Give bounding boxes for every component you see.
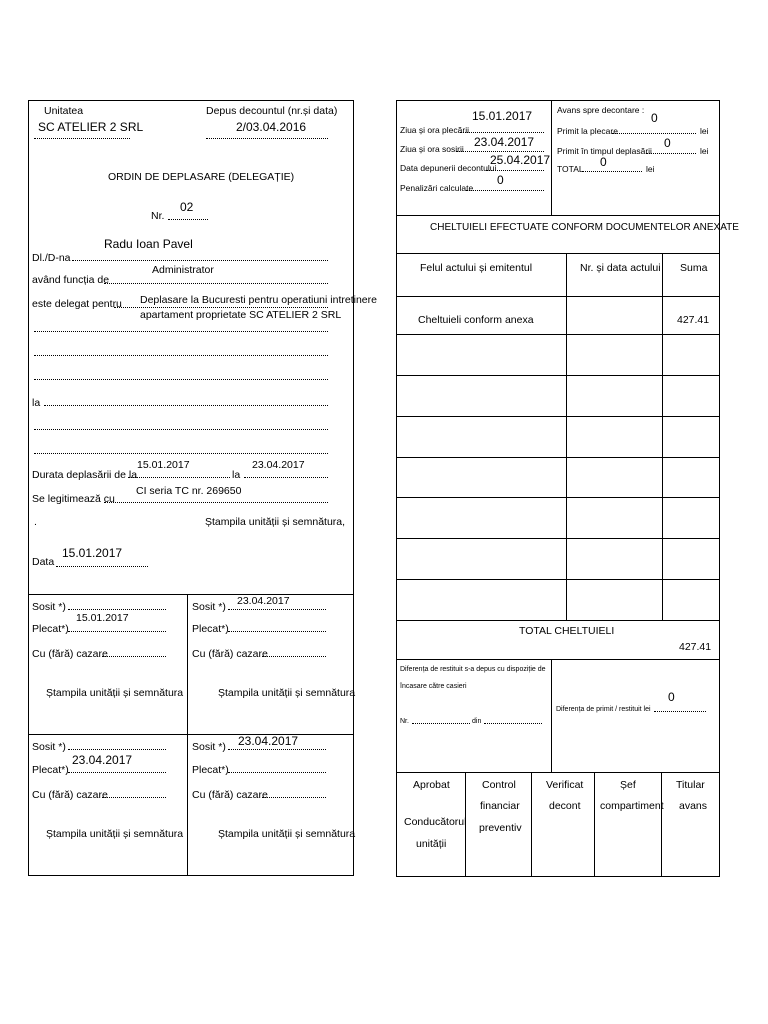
delegat-value-line1: Deplasare la Bucuresti pentru operatiuni intretinere — [140, 294, 377, 306]
verificat-line2: decont — [549, 800, 581, 812]
primit-plecare-label: Primit la plecare — [557, 126, 618, 136]
data-value: 15.01.2017 — [62, 546, 123, 560]
verificat-line1: Verificat — [546, 779, 584, 791]
dot-mark: . — [34, 516, 37, 528]
depunerii-label: Data depunerii decontului — [400, 163, 497, 173]
depus-label: Depus decountul (nr.și data) — [206, 105, 338, 117]
sosirii-label: Ziua și ora sosirii — [400, 144, 464, 154]
box2-sosit-value: 23.04.2017 — [237, 595, 290, 607]
form-title: ORDIN DE DEPLASARE (DELEGAȚIE) — [108, 171, 295, 183]
box3-plecat-value: 23.04.2017 — [72, 753, 133, 767]
depunerii-value: 25.04.2017 — [490, 153, 551, 167]
col-suma-header: Suma — [680, 262, 708, 274]
depus-value: 2/03.04.2016 — [236, 120, 307, 134]
box3-stampila: Ștampila unității și semnătura — [46, 828, 184, 840]
primit-timpul-value: 0 — [664, 136, 671, 150]
box2-sosit-label: Sosit *) — [192, 601, 226, 613]
conducatorul-line1: Conducătorul — [404, 816, 467, 828]
control-line2: financiar — [480, 800, 520, 812]
nr-label: Nr. — [151, 210, 165, 222]
legitimeaza-label: Se legitimează cu — [32, 493, 115, 505]
functia-label: având funcția de — [32, 274, 110, 286]
box3-cazare-label: Cu (fără) cazare — [32, 789, 108, 801]
aprobat-label: Aprobat — [413, 779, 450, 791]
box1-plecat-label: Plecat*) — [32, 623, 69, 635]
unitatea-label: Unitatea — [44, 105, 84, 117]
box4-stampila: Ștampila unității și semnătura — [218, 828, 356, 840]
row1-suma: 427.41 — [677, 314, 710, 326]
diferenta-nr-label: Nr. — [400, 718, 409, 725]
unitatea-value: SC ATELIER 2 SRL — [38, 120, 144, 134]
box1-stampila: Ștampila unității și semnătura — [46, 687, 184, 699]
total-cheltuieli-value: 427.41 — [679, 641, 712, 653]
stampila-label: Ștampila unității și semnătura, — [205, 516, 346, 528]
diferenta-primit-label: Diferența de primit / restituit lei — [556, 706, 651, 713]
total-avans-value: 0 — [600, 155, 607, 169]
durata-label: Durata deplasării de la — [32, 469, 138, 481]
primit-timpul-lei: lei — [700, 146, 709, 156]
control-line3: preventiv — [479, 822, 522, 834]
box1-plecat-value: 15.01.2017 — [76, 612, 129, 624]
legitimeaza-value: CI seria TC nr. 269650 — [136, 485, 242, 497]
titular-line2: avans — [679, 800, 708, 812]
col-nr-header: Nr. și data actului — [580, 262, 661, 274]
la-label: la — [32, 397, 41, 409]
box4-cazare-label: Cu (fără) cazare — [192, 789, 268, 801]
box1-cazare-label: Cu (fără) cazare — [32, 648, 108, 660]
penalizari-value: 0 — [497, 173, 504, 187]
dl-value: Radu Ioan Pavel — [104, 237, 193, 251]
box2-plecat-label: Plecat*) — [192, 623, 229, 635]
penalizari-label: Penalizări calculate — [400, 183, 474, 193]
box2-stampila: Ștampila unității și semnătura — [218, 687, 356, 699]
total-avans-label: TOTAL — [557, 164, 584, 174]
plecarii-value: 15.01.2017 — [472, 109, 533, 123]
box4-plecat-label: Plecat*) — [192, 764, 229, 776]
total-cheltuieli-label: TOTAL CHELTUIELI — [519, 625, 615, 637]
total-avans-lei: lei — [646, 164, 655, 174]
cheltuieli-title: CHELTUIELI EFECTUATE CONFORM DOCUMENTELOR ANEXATE — [430, 222, 739, 233]
col-felul-header: Felul actului și emitentul — [420, 262, 533, 274]
diferenta-din-label: din — [472, 718, 482, 725]
box3-sosit-label: Sosit *) — [32, 741, 66, 753]
primit-plecare-lei: lei — [700, 126, 709, 136]
durata-from: 15.01.2017 — [137, 459, 190, 471]
durata-la: la — [232, 469, 241, 481]
box2-cazare-label: Cu (fără) cazare — [192, 648, 268, 660]
primit-timpul-label: Primit în timpul deplasării — [557, 146, 652, 156]
delegat-value-line2: apartament proprietate SC ATELIER 2 SRL — [140, 309, 342, 321]
sosirii-value: 23.04.2017 — [474, 135, 535, 149]
titular-line1: Titular — [676, 779, 705, 791]
functia-value: Administrator — [152, 264, 214, 276]
durata-to: 23.04.2017 — [252, 459, 305, 471]
data-label: Data — [32, 556, 55, 568]
diferenta-restituit-line2: încasare către casieri — [400, 683, 467, 690]
delegat-label: este delegat pentru — [32, 298, 122, 310]
primit-plecare-value: 0 — [651, 111, 658, 125]
dl-label: Dl./D-na — [32, 252, 71, 264]
sef-line2: compartiment — [600, 800, 664, 812]
conducatorul-line2: unității — [416, 838, 447, 850]
diferenta-primit-value: 0 — [668, 690, 675, 704]
avans-label: Avans spre decontare : — [557, 105, 645, 115]
plecarii-label: Ziua și ora plecării — [400, 125, 469, 135]
box4-sosit-value: 23.04.2017 — [238, 734, 299, 748]
control-line1: Control — [482, 779, 516, 791]
nr-value: 02 — [180, 200, 194, 214]
sef-line1: Șef — [620, 779, 636, 791]
expense-settlement-form — [396, 100, 720, 877]
box3-plecat-label: Plecat*) — [32, 764, 69, 776]
row1-felul: Cheltuieli conform anexa — [418, 314, 534, 326]
box1-sosit-label: Sosit *) — [32, 601, 66, 613]
box4-sosit-label: Sosit *) — [192, 741, 226, 753]
diferenta-restituit-line1: Diferența de restituit s-a depus cu dispoziție de — [400, 666, 546, 673]
